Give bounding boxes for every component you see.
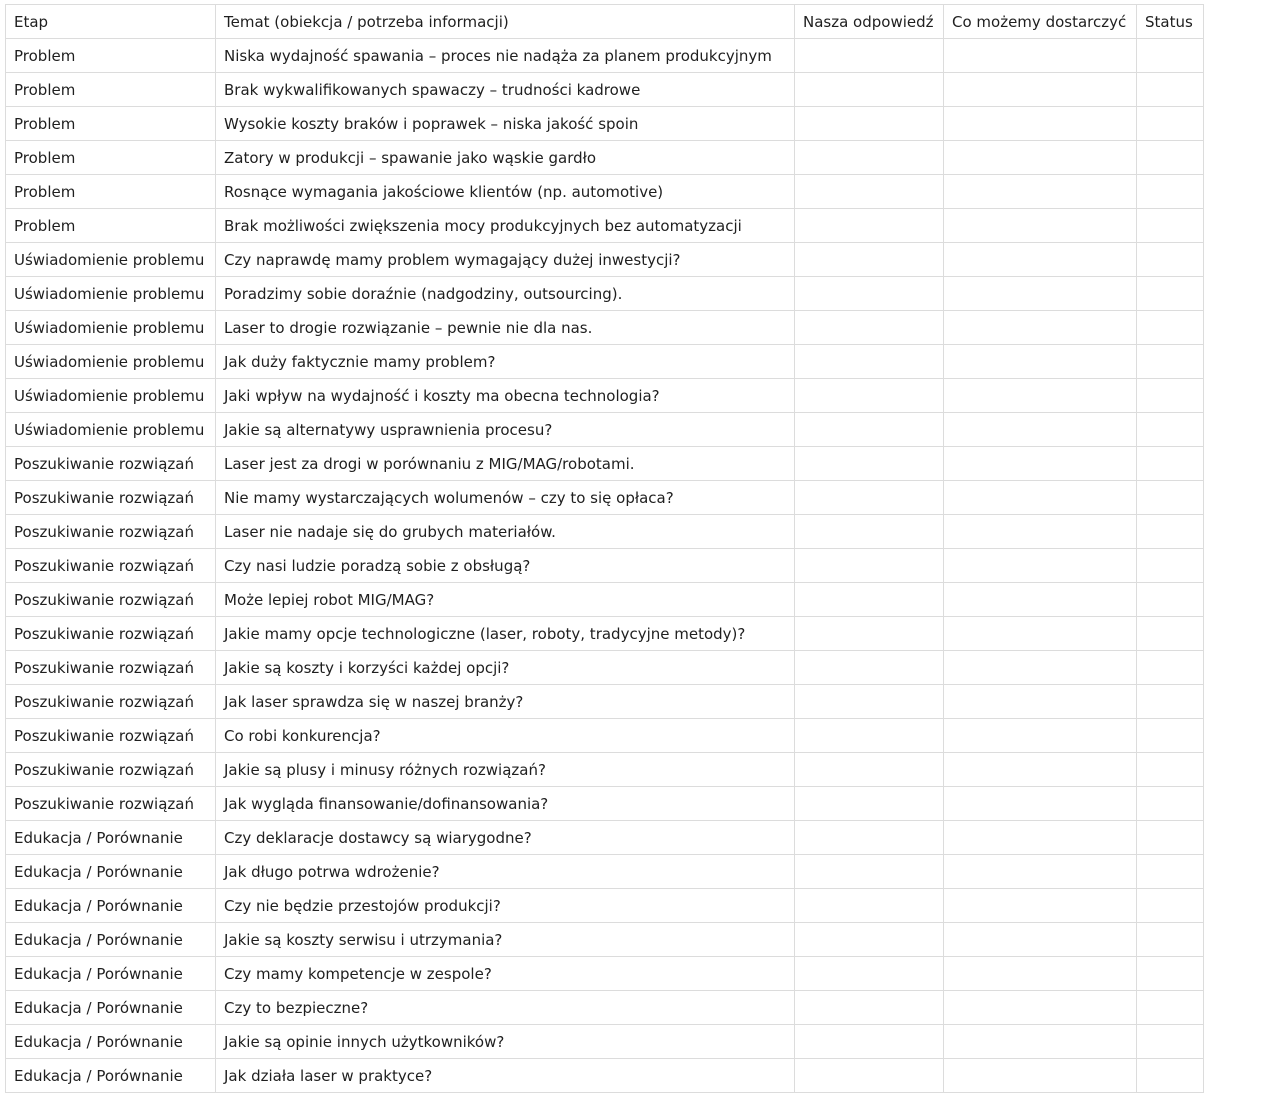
cell-temat[interactable]: Jakie mamy opcje technologiczne (laser, roboty, tradycyjne metody)?: [216, 617, 795, 651]
table-row: [6, 413, 1204, 447]
cell-etap[interactable]: Poszukiwanie rozwiązań: [6, 617, 216, 651]
cell-status[interactable]: [1137, 515, 1204, 549]
cell-co-mozemy-dostarczyc[interactable]: [944, 1059, 1137, 1093]
cell-nasza-odpowiedz[interactable]: [795, 311, 944, 345]
cell-nasza-odpowiedz[interactable]: [795, 583, 944, 617]
table-row: [6, 107, 1204, 141]
table-row: [6, 447, 1204, 481]
cell-etap[interactable]: Edukacja / Porównanie: [6, 923, 216, 957]
cell-nasza-odpowiedz[interactable]: [795, 617, 944, 651]
table-row: [6, 651, 1204, 685]
table-row: [6, 311, 1204, 345]
cell-co-mozemy-dostarczyc[interactable]: [944, 617, 1137, 651]
table-row: [6, 243, 1204, 277]
cell-status[interactable]: [1137, 787, 1204, 821]
table-row: [6, 1025, 1204, 1059]
cell-etap[interactable]: Problem: [6, 39, 216, 73]
cell-temat[interactable]: Jakie są plusy i minusy różnych rozwiązań?: [216, 753, 795, 787]
cell-temat[interactable]: Jak wygląda finansowanie/dofinansowania?: [216, 787, 795, 821]
table-row: [6, 957, 1204, 991]
cell-co-mozemy-dostarczyc[interactable]: [944, 413, 1137, 447]
cell-co-mozemy-dostarczyc[interactable]: [944, 991, 1137, 1025]
table-row: [6, 141, 1204, 175]
cell-status[interactable]: [1137, 141, 1204, 175]
cell-temat[interactable]: Jak duży faktycznie mamy problem?: [216, 345, 795, 379]
cell-etap[interactable]: Edukacja / Porównanie: [6, 1025, 216, 1059]
cell-etap[interactable]: Uświadomienie problemu: [6, 277, 216, 311]
cell-co-mozemy-dostarczyc[interactable]: [944, 141, 1137, 175]
cell-status[interactable]: [1137, 991, 1204, 1025]
table-row: [6, 1059, 1204, 1093]
cell-co-mozemy-dostarczyc[interactable]: [944, 277, 1137, 311]
cell-temat[interactable]: Jakie są alternatywy usprawnienia procesu?: [216, 413, 795, 447]
cell-co-mozemy-dostarczyc[interactable]: [944, 787, 1137, 821]
cell-etap[interactable]: Problem: [6, 141, 216, 175]
cell-status[interactable]: [1137, 413, 1204, 447]
cell-temat[interactable]: Laser to drogie rozwiązanie – pewnie nie dla nas.: [216, 311, 795, 345]
cell-nasza-odpowiedz[interactable]: [795, 821, 944, 855]
cell-etap[interactable]: Poszukiwanie rozwiązań: [6, 481, 216, 515]
cell-etap[interactable]: Poszukiwanie rozwiązań: [6, 719, 216, 753]
cell-temat[interactable]: Czy naprawdę mamy problem wymagający dużej inwestycji?: [216, 243, 795, 277]
cell-temat[interactable]: Czy to bezpieczne?: [216, 991, 795, 1025]
cell-temat[interactable]: Jaki wpływ na wydajność i koszty ma obecna technologia?: [216, 379, 795, 413]
cell-nasza-odpowiedz[interactable]: [795, 345, 944, 379]
cell-etap[interactable]: Poszukiwanie rozwiązań: [6, 583, 216, 617]
cell-co-mozemy-dostarczyc[interactable]: [944, 855, 1137, 889]
cell-status[interactable]: [1137, 379, 1204, 413]
cell-status[interactable]: [1137, 277, 1204, 311]
cell-etap[interactable]: Poszukiwanie rozwiązań: [6, 515, 216, 549]
cell-co-mozemy-dostarczyc[interactable]: [944, 481, 1137, 515]
cell-etap[interactable]: Poszukiwanie rozwiązań: [6, 447, 216, 481]
table-row: [6, 549, 1204, 583]
cell-temat[interactable]: Czy deklaracje dostawcy są wiarygodne?: [216, 821, 795, 855]
cell-etap[interactable]: Edukacja / Porównanie: [6, 1059, 216, 1093]
table-row: [6, 209, 1204, 243]
cell-nasza-odpowiedz[interactable]: [795, 73, 944, 107]
cell-etap[interactable]: Poszukiwanie rozwiązań: [6, 651, 216, 685]
cell-temat[interactable]: Rosnące wymagania jakościowe klientów (np. automotive): [216, 175, 795, 209]
cell-co-mozemy-dostarczyc[interactable]: [944, 311, 1137, 345]
cell-status[interactable]: [1137, 651, 1204, 685]
cell-etap[interactable]: Uświadomienie problemu: [6, 379, 216, 413]
table-row: [6, 855, 1204, 889]
cell-etap[interactable]: Poszukiwanie rozwiązań: [6, 549, 216, 583]
cell-status[interactable]: [1137, 549, 1204, 583]
cell-status[interactable]: [1137, 107, 1204, 141]
table-row: [6, 73, 1204, 107]
table-row: [6, 685, 1204, 719]
cell-etap[interactable]: Problem: [6, 73, 216, 107]
cell-temat[interactable]: Niska wydajność spawania – proces nie nadąża za planem produkcyjnym: [216, 39, 795, 73]
cell-co-mozemy-dostarczyc[interactable]: [944, 889, 1137, 923]
cell-nasza-odpowiedz[interactable]: [795, 991, 944, 1025]
cell-etap[interactable]: Edukacja / Porównanie: [6, 855, 216, 889]
cell-co-mozemy-dostarczyc[interactable]: [944, 957, 1137, 991]
cell-temat[interactable]: Co robi konkurencja?: [216, 719, 795, 753]
cell-status[interactable]: [1137, 685, 1204, 719]
cell-nasza-odpowiedz[interactable]: [795, 889, 944, 923]
cell-status[interactable]: [1137, 345, 1204, 379]
cell-co-mozemy-dostarczyc[interactable]: [944, 175, 1137, 209]
cell-nasza-odpowiedz[interactable]: [795, 107, 944, 141]
table-row: [6, 991, 1204, 1025]
cell-status[interactable]: [1137, 889, 1204, 923]
cell-status[interactable]: [1137, 311, 1204, 345]
header-status: Status: [1137, 5, 1204, 39]
cell-status[interactable]: [1137, 1025, 1204, 1059]
cell-nasza-odpowiedz[interactable]: [795, 481, 944, 515]
cell-co-mozemy-dostarczyc[interactable]: [944, 1025, 1137, 1059]
cell-etap[interactable]: Uświadomienie problemu: [6, 243, 216, 277]
cell-etap[interactable]: Edukacja / Porównanie: [6, 821, 216, 855]
cell-temat[interactable]: Jakie są koszty serwisu i utrzymania?: [216, 923, 795, 957]
cell-status[interactable]: [1137, 855, 1204, 889]
cell-temat[interactable]: Brak wykwalifikowanych spawaczy – trudności kadrowe: [216, 73, 795, 107]
cell-status[interactable]: [1137, 617, 1204, 651]
cell-co-mozemy-dostarczyc[interactable]: [944, 243, 1137, 277]
table-row: [6, 583, 1204, 617]
cell-temat[interactable]: Zatory w produkcji – spawanie jako wąskie gardło: [216, 141, 795, 175]
cell-status[interactable]: [1137, 923, 1204, 957]
cell-nasza-odpowiedz[interactable]: [795, 1025, 944, 1059]
table-row: [6, 753, 1204, 787]
cell-nasza-odpowiedz[interactable]: [795, 549, 944, 583]
cell-status[interactable]: [1137, 39, 1204, 73]
cell-co-mozemy-dostarczyc[interactable]: [944, 685, 1137, 719]
cell-nasza-odpowiedz[interactable]: [795, 957, 944, 991]
cell-nasza-odpowiedz[interactable]: [795, 515, 944, 549]
cell-co-mozemy-dostarczyc[interactable]: [944, 923, 1137, 957]
cell-etap[interactable]: Problem: [6, 209, 216, 243]
header-nasza-odpowiedz: Nasza odpowiedź: [795, 5, 944, 39]
table-row: [6, 515, 1204, 549]
cell-nasza-odpowiedz[interactable]: [795, 209, 944, 243]
table-row: [6, 39, 1204, 73]
cell-temat[interactable]: Laser nie nadaje się do grubych materiałów.: [216, 515, 795, 549]
cell-nasza-odpowiedz[interactable]: [795, 379, 944, 413]
cell-co-mozemy-dostarczyc[interactable]: [944, 73, 1137, 107]
cell-co-mozemy-dostarczyc[interactable]: [944, 821, 1137, 855]
cell-status[interactable]: [1137, 753, 1204, 787]
cell-temat[interactable]: Laser jest za drogi w porównaniu z MIG/MAG/robotami.: [216, 447, 795, 481]
cell-temat[interactable]: Wysokie koszty braków i poprawek – niska jakość spoin: [216, 107, 795, 141]
cell-nasza-odpowiedz[interactable]: [795, 141, 944, 175]
cell-status[interactable]: [1137, 583, 1204, 617]
cell-status[interactable]: [1137, 957, 1204, 991]
cell-etap[interactable]: Uświadomienie problemu: [6, 345, 216, 379]
header-temat: Temat (obiekcja / potrzeba informacji): [216, 5, 795, 39]
table-row: [6, 889, 1204, 923]
cell-nasza-odpowiedz[interactable]: [795, 651, 944, 685]
objections-table: [5, 4, 1204, 1093]
table-row: [6, 379, 1204, 413]
cell-status[interactable]: [1137, 209, 1204, 243]
cell-status[interactable]: [1137, 243, 1204, 277]
cell-nasza-odpowiedz[interactable]: [795, 923, 944, 957]
cell-nasza-odpowiedz[interactable]: [795, 277, 944, 311]
cell-co-mozemy-dostarczyc[interactable]: [944, 107, 1137, 141]
cell-etap[interactable]: Poszukiwanie rozwiązań: [6, 787, 216, 821]
cell-temat[interactable]: Nie mamy wystarczających wolumenów – czy to się opłaca?: [216, 481, 795, 515]
cell-etap[interactable]: Poszukiwanie rozwiązań: [6, 753, 216, 787]
cell-etap[interactable]: Poszukiwanie rozwiązań: [6, 685, 216, 719]
table-row: [6, 481, 1204, 515]
cell-nasza-odpowiedz[interactable]: [795, 175, 944, 209]
cell-co-mozemy-dostarczyc[interactable]: [944, 583, 1137, 617]
table-row: [6, 345, 1204, 379]
cell-nasza-odpowiedz[interactable]: [795, 855, 944, 889]
header-etap: Etap: [6, 5, 216, 39]
cell-status[interactable]: [1137, 73, 1204, 107]
cell-temat[interactable]: Jakie są opinie innych użytkowników?: [216, 1025, 795, 1059]
cell-temat[interactable]: Jak długo potrwa wdrożenie?: [216, 855, 795, 889]
cell-temat[interactable]: Czy nasi ludzie poradzą sobie z obsługą?: [216, 549, 795, 583]
cell-co-mozemy-dostarczyc[interactable]: [944, 753, 1137, 787]
cell-nasza-odpowiedz[interactable]: [795, 685, 944, 719]
cell-status[interactable]: [1137, 481, 1204, 515]
cell-status[interactable]: [1137, 719, 1204, 753]
cell-etap[interactable]: Uświadomienie problemu: [6, 311, 216, 345]
cell-nasza-odpowiedz[interactable]: [795, 447, 944, 481]
cell-co-mozemy-dostarczyc[interactable]: [944, 549, 1137, 583]
cell-temat[interactable]: Jak działa laser w praktyce?: [216, 1059, 795, 1093]
cell-status[interactable]: [1137, 447, 1204, 481]
cell-temat[interactable]: Może lepiej robot MIG/MAG?: [216, 583, 795, 617]
cell-co-mozemy-dostarczyc[interactable]: [944, 39, 1137, 73]
header-row: [6, 5, 1204, 39]
cell-etap[interactable]: Uświadomienie problemu: [6, 413, 216, 447]
cell-temat[interactable]: Poradzimy sobie doraźnie (nadgodziny, outsourcing).: [216, 277, 795, 311]
cell-status[interactable]: [1137, 821, 1204, 855]
cell-co-mozemy-dostarczyc[interactable]: [944, 379, 1137, 413]
cell-co-mozemy-dostarczyc[interactable]: [944, 447, 1137, 481]
cell-temat[interactable]: Czy mamy kompetencje w zespole?: [216, 957, 795, 991]
cell-nasza-odpowiedz[interactable]: [795, 753, 944, 787]
cell-etap[interactable]: Problem: [6, 107, 216, 141]
table-row: [6, 923, 1204, 957]
cell-nasza-odpowiedz[interactable]: [795, 1059, 944, 1093]
header-co-mozemy-dostarczyc: Co możemy dostarczyć: [944, 5, 1137, 39]
cell-co-mozemy-dostarczyc[interactable]: [944, 719, 1137, 753]
cell-co-mozemy-dostarczyc[interactable]: [944, 515, 1137, 549]
cell-temat[interactable]: Czy nie będzie przestojów produkcji?: [216, 889, 795, 923]
cell-nasza-odpowiedz[interactable]: [795, 413, 944, 447]
cell-etap[interactable]: Edukacja / Porównanie: [6, 991, 216, 1025]
table-row: [6, 617, 1204, 651]
cell-co-mozemy-dostarczyc[interactable]: [944, 345, 1137, 379]
cell-nasza-odpowiedz[interactable]: [795, 39, 944, 73]
table-body: [6, 39, 1204, 1093]
cell-temat[interactable]: Jak laser sprawdza się w naszej branży?: [216, 685, 795, 719]
cell-etap[interactable]: Edukacja / Porównanie: [6, 957, 216, 991]
cell-co-mozemy-dostarczyc[interactable]: [944, 209, 1137, 243]
table-row: [6, 175, 1204, 209]
table-row: [6, 719, 1204, 753]
cell-temat[interactable]: Jakie są koszty i korzyści każdej opcji?: [216, 651, 795, 685]
table-row: [6, 821, 1204, 855]
table-row: [6, 277, 1204, 311]
cell-etap[interactable]: Edukacja / Porównanie: [6, 889, 216, 923]
cell-nasza-odpowiedz[interactable]: [795, 787, 944, 821]
cell-nasza-odpowiedz[interactable]: [795, 719, 944, 753]
cell-status[interactable]: [1137, 175, 1204, 209]
cell-co-mozemy-dostarczyc[interactable]: [944, 651, 1137, 685]
cell-status[interactable]: [1137, 1059, 1204, 1093]
cell-etap[interactable]: Problem: [6, 175, 216, 209]
cell-nasza-odpowiedz[interactable]: [795, 243, 944, 277]
table-row: [6, 787, 1204, 821]
cell-temat[interactable]: Brak możliwości zwiększenia mocy produkcyjnych bez automatyzacji: [216, 209, 795, 243]
